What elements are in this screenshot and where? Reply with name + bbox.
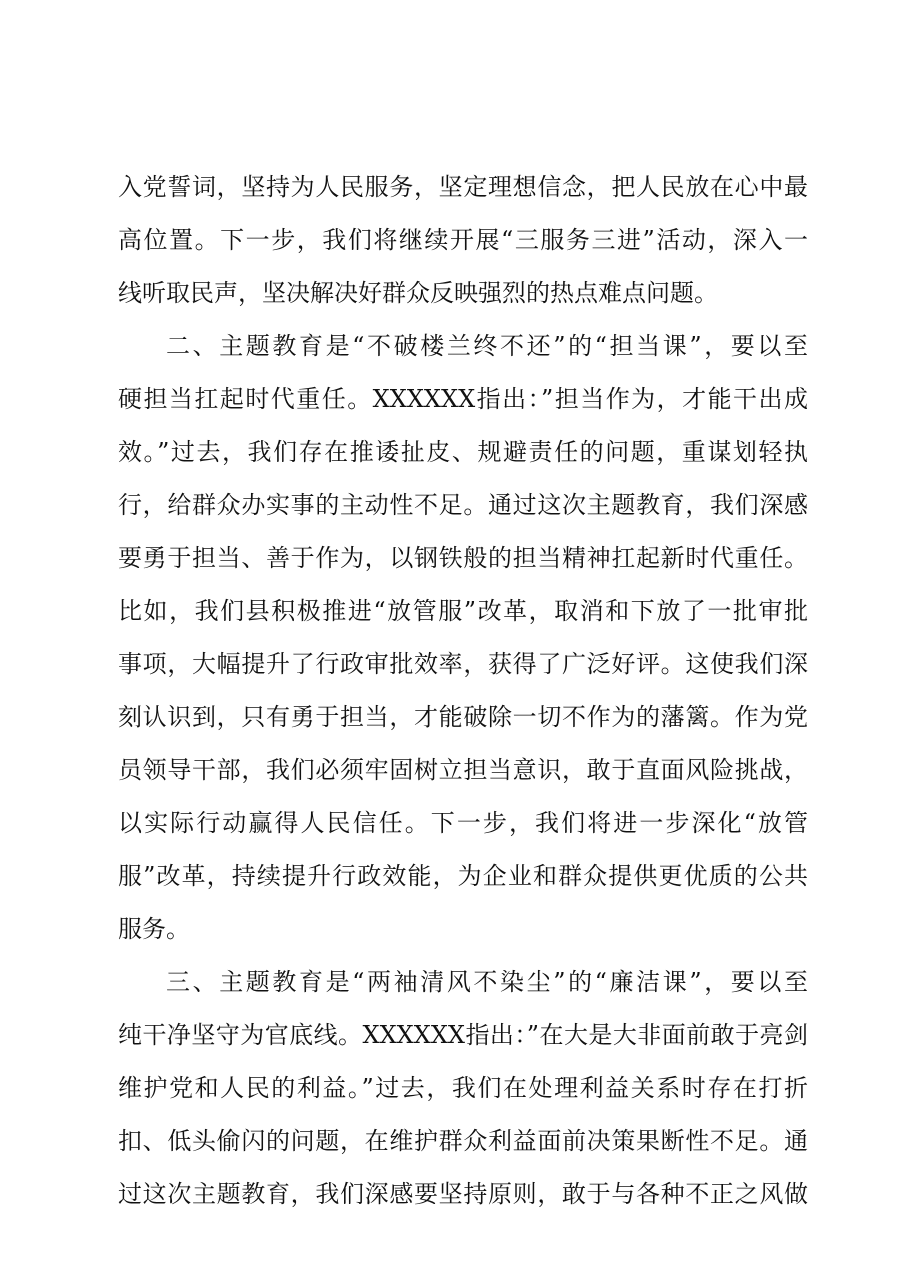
text-line: 入党誓词，坚持为人民服务，坚定理想信念，把人民放在心中最 — [118, 173, 808, 201]
text-line: 比如，我们县积极推进“放管服”改革，取消和下放了一批审批 — [118, 597, 808, 625]
text-line: 维护党和人民的利益。”过去，我们在处理利益关系时存在打折 — [118, 1074, 808, 1102]
text-line: 事项，大幅提升了行政审批效率，获得了广泛好评。这使我们深 — [118, 650, 808, 678]
text-line: 服”改革，持续提升行政效能，为企业和群众提供更优质的公共 — [118, 862, 808, 890]
text-line: 要勇于担当、善于作为，以钢铁般的担当精神扛起新时代重任。 — [118, 544, 808, 572]
text-line: 行，给群众办实事的主动性不足。通过这次主题教育，我们深感 — [118, 491, 808, 519]
paragraph-first-line: 三、主题教育是“两袖清风不染尘”的“廉洁课”，要以至 — [166, 968, 808, 996]
text-line: 以实际行动赢得人民信任。下一步，我们将进一步深化“放管 — [118, 809, 808, 837]
text-line: 刻认识到，只有勇于担当，才能破除一切不作为的藩篱。作为党 — [118, 703, 808, 731]
text-line: 纯干净坚守为官底线。XXXXXX指出：”在大是大非面前敢于亮剑 — [118, 1021, 808, 1049]
paragraph-first-line: 二、主题教育是“不破楼兰终不还”的“担当课”，要以至 — [166, 332, 808, 360]
text-line: 扣、低头偷闪的问题，在维护群众利益面前决策果断性不足。通 — [118, 1127, 808, 1155]
text-line: 过这次主题教育，我们深感要坚持原则，敢于与各种不正之风做 — [118, 1180, 808, 1208]
text-line: 高位置。下一步，我们将继续开展“三服务三进”活动，深入一 — [118, 226, 808, 254]
text-line: 服务。 — [118, 915, 190, 943]
text-line: 员领导干部，我们必须牢固树立担当意识，敢于直面风险挑战， — [118, 756, 808, 784]
text-line: 效。”过去，我们存在推诿扯皮、规避责任的问题，重谋划轻执 — [118, 438, 808, 466]
text-line: 硬担当扛起时代重任。XXXXXX指出：”担当作为，才能干出成 — [118, 385, 808, 413]
text-line: 线听取民声，坚决解决好群众反映强烈的热点难点问题。 — [118, 279, 718, 307]
